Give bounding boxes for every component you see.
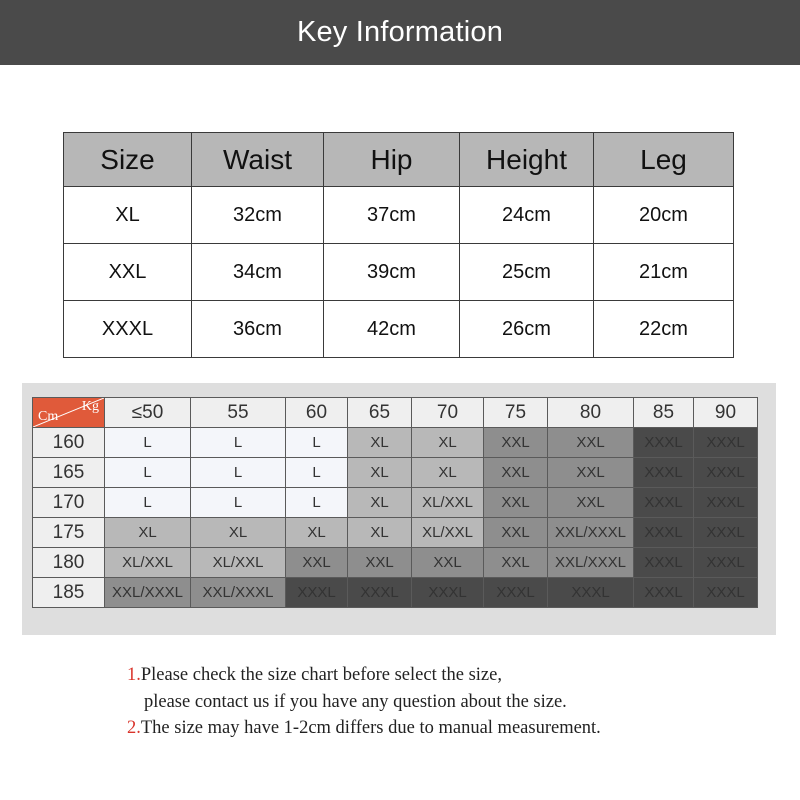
size-cell: XXL/XXXL [548,548,634,578]
weight-unit-label: Kg [81,399,99,414]
size-cell: XXL [484,428,548,458]
table-row [33,518,758,548]
height-header: 180 [33,548,105,578]
note-text: The size may have 1-2cm differs due to manual measurement. [140,718,601,738]
table-cell: 20cm [594,187,734,244]
size-cell: XXXL [694,458,758,488]
note-number: 2. [127,718,141,738]
note-number: 1. [127,665,141,685]
size-cell: L [105,428,191,458]
height-header: 170 [33,488,105,518]
size-cell: XXL [484,518,548,548]
table-cell: 36cm [192,301,324,358]
size-cell: XXXL [694,578,758,608]
size-cell: XL/XXL [412,488,484,518]
table-cell: XXXL [64,301,192,358]
size-chart-table [32,397,758,608]
column-header-size: Size [64,133,192,187]
column-header-waist: Waist [192,133,324,187]
size-cell: XXXL [412,578,484,608]
weight-header: 65 [348,398,412,428]
size-cell: XXL [548,488,634,518]
table-cell: 42cm [324,301,460,358]
size-cell: XXXL [548,578,634,608]
table-row [33,578,758,608]
weight-header: 70 [412,398,484,428]
table-cell: 37cm [324,187,460,244]
height-header: 175 [33,518,105,548]
size-cell: XL [348,488,412,518]
size-cell: XL [412,428,484,458]
size-cell: XL/XXL [412,518,484,548]
measurement-header-row [64,133,734,187]
size-cell: L [286,488,348,518]
size-cell: L [191,488,286,518]
size-cell: XL/XXL [105,548,191,578]
size-cell: XXXL [348,578,412,608]
table-row [64,244,734,301]
height-header: 185 [33,578,105,608]
size-cell: L [191,428,286,458]
size-chart-header-row [33,398,758,428]
column-header-height: Height [460,133,594,187]
size-cell: XXL [412,548,484,578]
column-header-leg: Leg [594,133,734,187]
size-cell: XXXL [634,518,694,548]
weight-header: 60 [286,398,348,428]
note-item-2 [127,715,601,742]
size-cell: XXL/XXXL [548,518,634,548]
table-cell: 21cm [594,244,734,301]
size-cell: XL [348,458,412,488]
size-cell: XXXL [286,578,348,608]
size-cell: XL [286,518,348,548]
weight-header: 75 [484,398,548,428]
size-cell: XXL/XXXL [191,578,286,608]
table-row [64,187,734,244]
size-cell: XL [412,458,484,488]
table-cell: 34cm [192,244,324,301]
size-cell: XXXL [484,578,548,608]
table-row [33,428,758,458]
size-cell: XXXL [634,548,694,578]
size-cell: L [286,428,348,458]
table-row [33,488,758,518]
size-cell: XXL [548,458,634,488]
size-cell: XL [348,518,412,548]
table-cell: 39cm [324,244,460,301]
size-cell: XXL [484,488,548,518]
size-cell: XXL/XXXL [105,578,191,608]
table-cell: 22cm [594,301,734,358]
weight-header: 80 [548,398,634,428]
height-header: 160 [33,428,105,458]
header-bar [0,0,800,65]
table-cell: 24cm [460,187,594,244]
size-cell: XL [348,428,412,458]
measurement-table [63,132,734,358]
size-cell: XXL [286,548,348,578]
note-text: please contact us if you have any question about the size. [144,691,567,712]
size-cell: L [105,458,191,488]
table-row [64,301,734,358]
size-cell: XXXL [694,548,758,578]
table-row [33,458,758,488]
table-cell: 25cm [460,244,594,301]
weight-header: ≤50 [105,398,191,428]
page-title: Key Information [296,16,504,48]
notes [127,662,601,742]
table-cell: 32cm [192,187,324,244]
size-cell: XXXL [634,488,694,518]
size-cell: XXL [548,428,634,458]
table-row [33,548,758,578]
height-header: 165 [33,458,105,488]
size-cell: XXL [484,458,548,488]
corner-cell [33,398,105,428]
size-cell: XL/XXL [191,548,286,578]
table-cell: 26cm [460,301,594,358]
size-cell: XXL [348,548,412,578]
size-cell: XXXL [694,518,758,548]
height-unit-label: Cm [38,409,59,424]
size-cell: L [105,488,191,518]
size-cell: XL [191,518,286,548]
size-cell: XXL [484,548,548,578]
weight-header: 55 [191,398,286,428]
note-item-1 [127,662,601,689]
size-cell: L [191,458,286,488]
size-cell: XXXL [634,578,694,608]
size-cell: XXXL [694,428,758,458]
weight-header: 85 [634,398,694,428]
size-cell: XL [105,518,191,548]
size-cell: L [286,458,348,488]
size-cell: XXXL [694,488,758,518]
column-header-hip: Hip [324,133,460,187]
weight-header: 90 [694,398,758,428]
table-cell: XXL [64,244,192,301]
size-cell: XXXL [634,428,694,458]
table-cell: XL [64,187,192,244]
note-text: Please check the size chart before select the size, [140,665,502,685]
size-cell: XXXL [634,458,694,488]
